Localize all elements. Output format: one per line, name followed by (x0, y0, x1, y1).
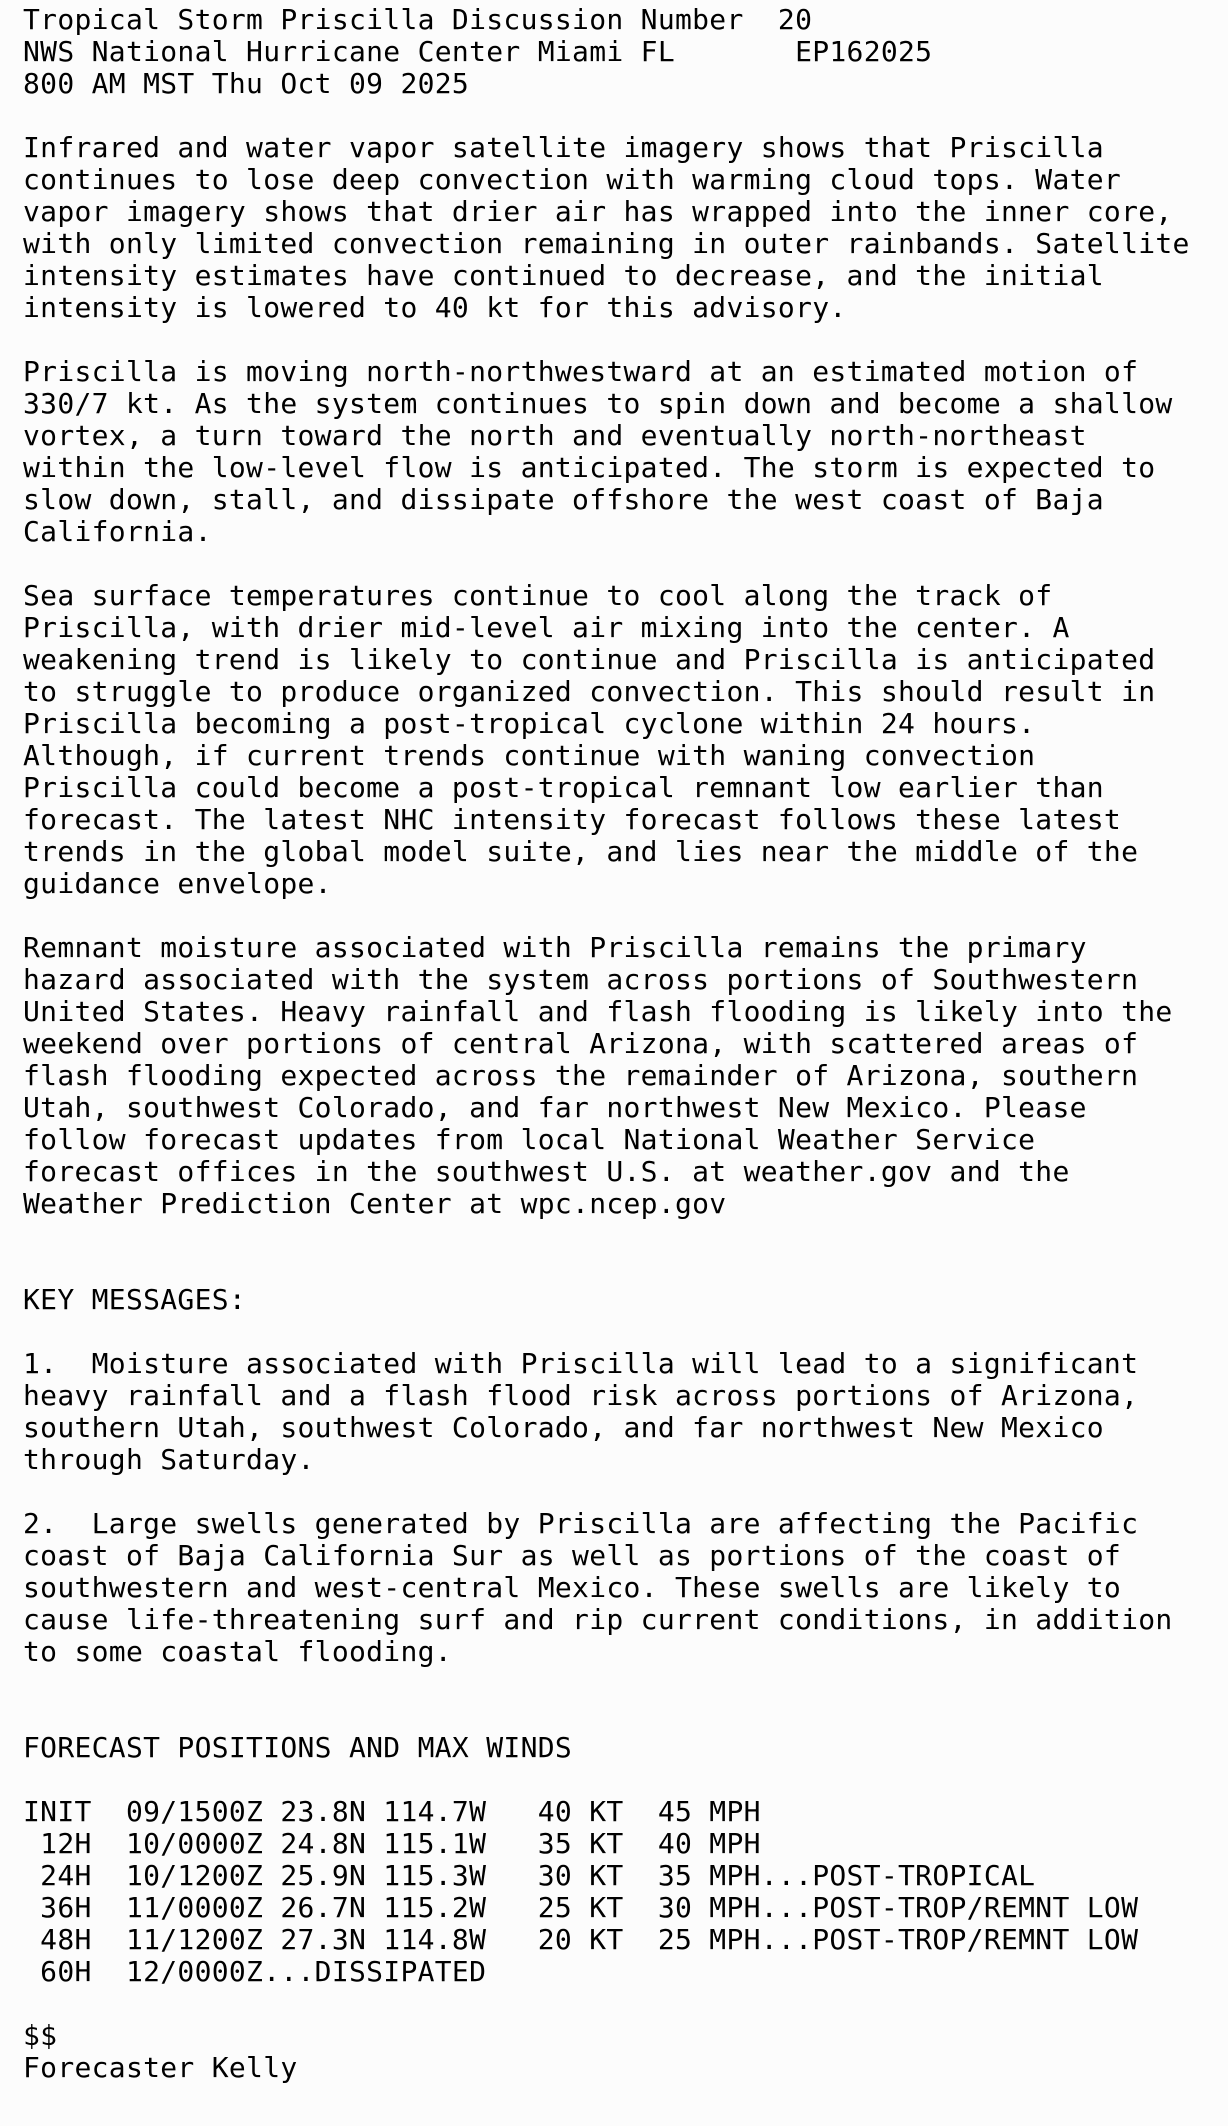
blank-line (23, 1668, 1190, 1732)
text-line: vortex, a turn toward the north and eventually north-northeast (23, 419, 1087, 452)
key-messages-heading: KEY MESSAGES: (23, 1283, 247, 1316)
text-line: vapor imagery shows that drier air has wrapped into the inner core, (23, 195, 1173, 228)
text-line: Priscilla, with drier mid-level air mixing into the center. A (23, 611, 1070, 644)
text-line: Priscilla is moving north-northwestward at an estimated motion of (23, 355, 1139, 388)
text-line: hazard associated with the system across portions of Southwestern (23, 963, 1139, 996)
key-message-2 (23, 1508, 1190, 1668)
text-line: 2. Large swells generated by Priscilla are affecting the Pacific (23, 1507, 1139, 1540)
blank-line (23, 1476, 1190, 1508)
blank-line (23, 1220, 1190, 1284)
forecast-table (23, 1796, 1190, 1988)
text-line: Although, if current trends continue with waning convection (23, 739, 1036, 772)
text-line: Priscilla could become a post-tropical remnant low earlier than (23, 771, 1104, 804)
paragraph-motion (23, 356, 1190, 548)
text-line: trends in the global model suite, and lies near the middle of the (23, 835, 1139, 868)
discussion-text (23, 4, 1190, 2084)
text-line: follow forecast updates from local National Weather Service (23, 1123, 1036, 1156)
paragraph-intensity (23, 580, 1190, 900)
text-line: intensity estimates have continued to decrease, and the initial (23, 259, 1104, 292)
forecast-row: 48H 11/1200Z 27.3N 114.8W 20 KT 25 MPH...POST-TROP/REMNT LOW (23, 1923, 1139, 1956)
text-line: Priscilla becoming a post-tropical cyclone within 24 hours. (23, 707, 1036, 740)
forecaster-signature: Forecaster Kelly (23, 2051, 298, 2084)
text-line: Utah, southwest Colorado, and far northwest New Mexico. Please (23, 1091, 1087, 1124)
text-line: forecast. The latest NHC intensity forecast follows these latest (23, 803, 1122, 836)
forecast-row: 12H 10/0000Z 24.8N 115.1W 35 KT 40 MPH (23, 1827, 761, 1860)
blank-line (23, 900, 1190, 932)
text-line: southwestern and west-central Mexico. These swells are likely to (23, 1571, 1122, 1604)
text-line: within the low-level flow is anticipated. The storm is expected to (23, 451, 1156, 484)
blank-line (23, 1988, 1190, 2020)
discussion-title: Tropical Storm Priscilla Discussion Number 20 (23, 3, 813, 36)
text-line: guidance envelope. (23, 867, 332, 900)
text-line: forecast offices in the southwest U.S. at weather.gov and the (23, 1155, 1070, 1188)
blank-line (23, 1316, 1190, 1348)
forecast-row: 60H 12/0000Z...DISSIPATED (23, 1955, 487, 1988)
text-line: coast of Baja California Sur as well as portions of the coast of (23, 1539, 1122, 1572)
paragraph-satellite (23, 132, 1190, 324)
text-line: intensity is lowered to 40 kt for this advisory. (23, 291, 847, 324)
text-line: weekend over portions of central Arizona, with scattered areas of (23, 1027, 1139, 1060)
blank-line (23, 548, 1190, 580)
text-line: Infrared and water vapor satellite imagery shows that Priscilla (23, 131, 1104, 164)
text-line: 1. Moisture associated with Priscilla will lead to a significant (23, 1347, 1139, 1380)
end-marker: $$ (23, 2019, 58, 2052)
text-line: through Saturday. (23, 1443, 315, 1476)
forecast-row: INIT 09/1500Z 23.8N 114.7W 40 KT 45 MPH (23, 1795, 761, 1828)
forecast-row: 36H 11/0000Z 26.7N 115.2W 25 KT 30 MPH...POST-TROP/REMNT LOW (23, 1891, 1139, 1924)
issue-time: 800 AM MST Thu Oct 09 2025 (23, 67, 470, 100)
text-line: cause life-threatening surf and rip current conditions, in addition (23, 1603, 1173, 1636)
text-line: to struggle to produce organized convection. This should result in (23, 675, 1156, 708)
text-line: with only limited convection remaining in outer rainbands. Satellite (23, 227, 1190, 260)
text-line: Weather Prediction Center at wpc.ncep.gov (23, 1187, 727, 1220)
blank-line (23, 324, 1190, 356)
text-line: 330/7 kt. As the system continues to spin down and become a shallow (23, 387, 1173, 420)
blank-line (23, 1764, 1190, 1796)
text-line: to some coastal flooding. (23, 1635, 452, 1668)
blank-line (23, 100, 1190, 132)
text-line: California. (23, 515, 212, 548)
text-line: weakening trend is likely to continue and Priscilla is anticipated (23, 643, 1156, 676)
key-message-1 (23, 1348, 1190, 1476)
forecast-heading: FORECAST POSITIONS AND MAX WINDS (23, 1731, 573, 1764)
paragraph-hazards (23, 932, 1190, 1220)
text-line: Sea surface temperatures continue to cool along the track of (23, 579, 1053, 612)
text-line: heavy rainfall and a flash flood risk across portions of Arizona, (23, 1379, 1139, 1412)
text-line: continues to lose deep convection with warming cloud tops. Water (23, 163, 1122, 196)
text-line: Remnant moisture associated with Priscilla remains the primary (23, 931, 1087, 964)
forecast-row: 24H 10/1200Z 25.9N 115.3W 30 KT 35 MPH...POST-TROPICAL (23, 1859, 1036, 1892)
text-line: southern Utah, southwest Colorado, and far northwest New Mexico (23, 1411, 1104, 1444)
issuing-office: NWS National Hurricane Center Miami FL EP162025 (23, 35, 933, 68)
text-line: slow down, stall, and dissipate offshore the west coast of Baja (23, 483, 1104, 516)
text-line: United States. Heavy rainfall and flash flooding is likely into the (23, 995, 1173, 1028)
text-line: flash flooding expected across the remainder of Arizona, southern (23, 1059, 1139, 1092)
